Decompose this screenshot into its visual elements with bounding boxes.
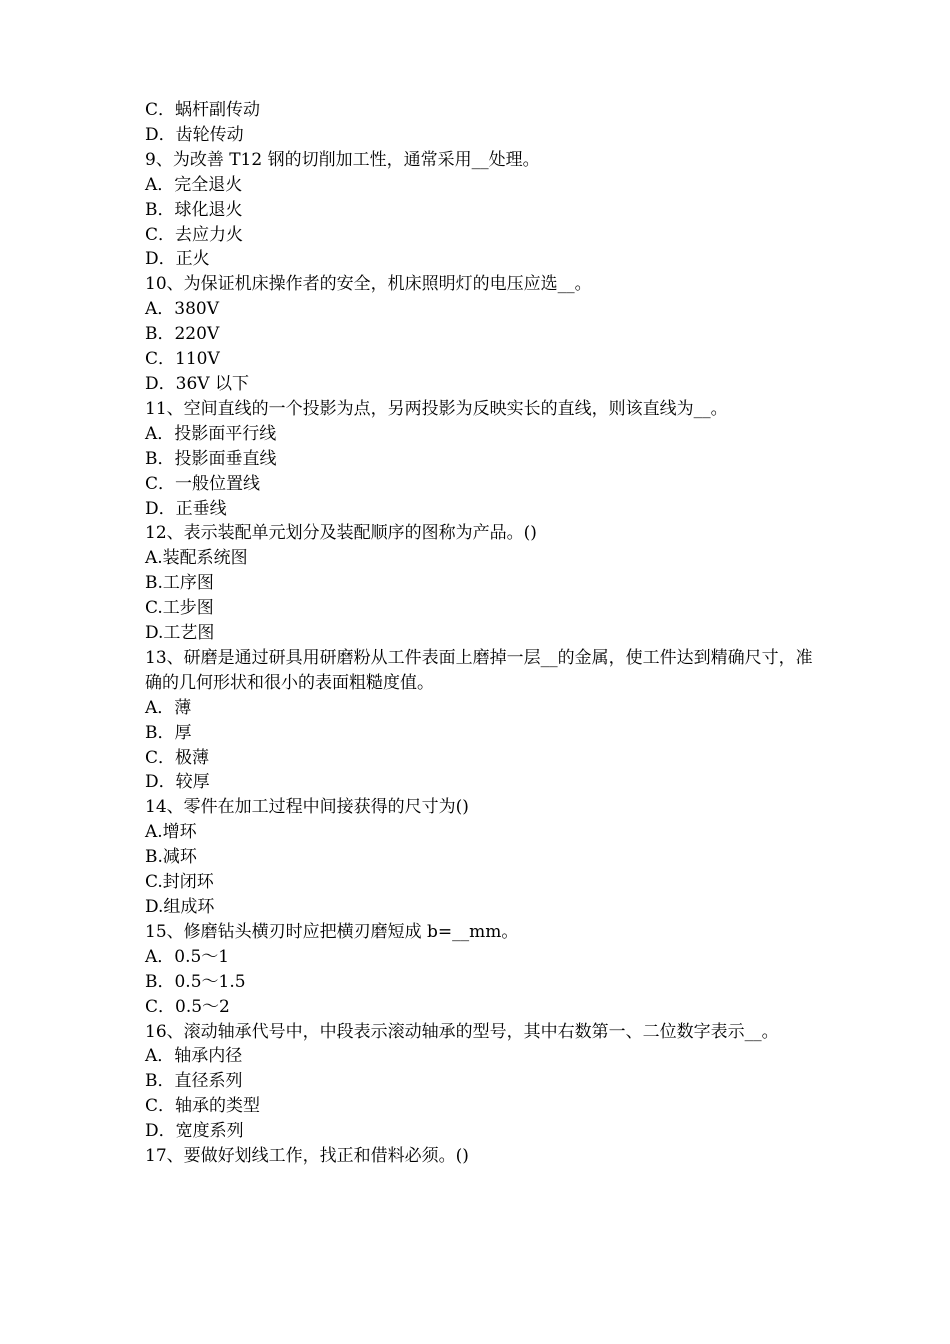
answer-option: D．正垂线 — [145, 498, 227, 519]
answer-option: D．36V 以下 — [145, 373, 249, 394]
question-text: 15、修磨钻头横刃时应把横刃磨短成 b=__mm。 — [145, 921, 519, 942]
answer-option: C．一般位置线 — [145, 473, 261, 494]
answer-option: A．投影面平行线 — [145, 423, 277, 444]
question-text: 12、表示装配单元划分及装配顺序的图称为产品。() — [145, 523, 537, 544]
answer-option: B.减环 — [145, 847, 197, 868]
answer-option: C．0.5～2 — [145, 996, 230, 1017]
answer-option: B．0.5～1.5 — [145, 971, 246, 992]
answer-option: C.封闭环 — [145, 872, 214, 893]
answer-option: B．投影面垂直线 — [145, 448, 277, 469]
answer-option: B.工序图 — [145, 573, 214, 594]
answer-option: A．380V — [145, 299, 220, 320]
answer-option: D.组成环 — [145, 897, 215, 917]
question-text: 11、空间直线的一个投影为点，另两投影为反映实长的直线，则该直线为__。 — [145, 398, 728, 419]
answer-option: D．宽度系列 — [145, 1121, 244, 1142]
answer-option: B．直径系列 — [145, 1071, 243, 1092]
answer-option: D．正火 — [145, 249, 210, 270]
answer-option: D.工艺图 — [145, 623, 215, 644]
question-text: 13、研磨是通过研具用研磨粉从工件表面上磨掉一层__的金属，使工件达到精确尺寸，准确的几何形状和很小的表面粗糙度值。 — [145, 647, 813, 693]
answer-option: A．完全退火 — [145, 174, 243, 195]
answer-option: D．较厚 — [145, 772, 210, 793]
question-text: 10、为保证机床操作者的安全，机床照明灯的电压应选__。 — [145, 274, 592, 295]
answer-option: D．齿轮传动 — [145, 124, 244, 145]
question-text: 16、滚动轴承代号中，中段表示滚动轴承的型号，其中右数第一、二位数字表示__。 — [145, 1021, 779, 1042]
answer-option: B．厚 — [145, 722, 192, 743]
answer-option: A．轴承内径 — [145, 1046, 243, 1067]
answer-option: A.装配系统图 — [145, 548, 248, 569]
answer-option: A．0.5～1 — [145, 946, 230, 967]
answer-option: C.工步图 — [145, 598, 214, 619]
question-text: 17、要做好划线工作，找正和借料必须。() — [145, 1146, 469, 1167]
answer-option: C．轴承的类型 — [145, 1096, 261, 1117]
answer-option: C．极薄 — [145, 747, 210, 768]
answer-option: C．蜗杆副传动 — [145, 100, 261, 120]
answer-option: B．球化退火 — [145, 199, 243, 220]
question-text: 9、为改善 T12 钢的切削加工性，通常采用__处理。 — [145, 149, 540, 170]
answer-option: C．110V — [145, 349, 220, 370]
answer-option: C．去应力火 — [145, 224, 244, 245]
question-text: 14、零件在加工过程中间接获得的尺寸为() — [145, 797, 469, 818]
answer-option: B．220V — [145, 324, 220, 345]
answer-option: A．薄 — [145, 697, 192, 718]
answer-option: A.增环 — [145, 822, 197, 843]
document-page — [145, 98, 825, 1169]
